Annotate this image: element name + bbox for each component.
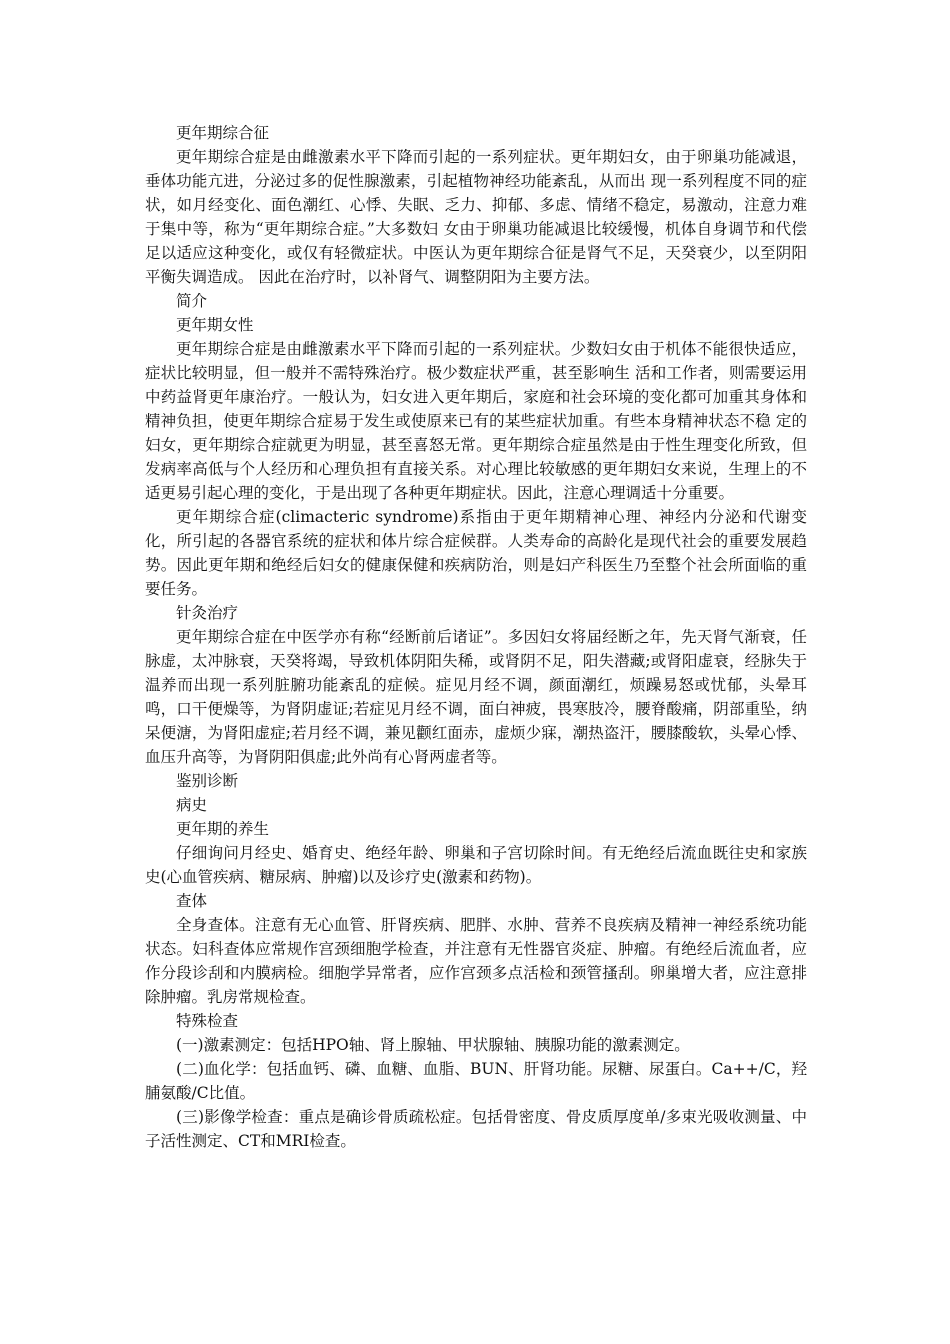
body-paragraph: (二)血化学：包括血钙、磷、血糖、血脂、BUN、肝肾功能。尿糖、尿蛋白。Ca++/C，羟脯氨酸/C比值。 (145, 1060, 807, 1102)
body-paragraph: 更年期综合症是由雌激素水平下降而引起的一系列症状。少数妇女由于机体不能很快适应，症状比较明显，但一般并不需特殊治疗。极少数症状严重，甚至影响生 活和工作者，则需要运用中药益肾更年康治疗。一般认为，妇女进入更年期后，家庭和社会环境的变化都可加重其身体和精神负担，使更年期综合症易于发生或使原来已有的某些症状加重。有些本身精神状态不稳 定的妇女，更年期综合症就更为明显，甚至喜怒无常。更年期综合症虽然是由于性生理变化所致，但发病率高低与个人经历和心理负担有直接关系。对心理比较敏感的更年期妇女来说，生理上的不适更易引起心理的变化，于是出现了各种更年期症状。因此，注意心理调适十分重要。 (145, 340, 807, 502)
body-paragraph: 全身查体。注意有无心血管、肝肾疾病、肥胖、水肿、营养不良疾病及精神一神经系统功能状态。妇科查体应常规作宫颈细胞学检查，并注意有无性器官炎症、肿瘤。有绝经后流血者，应作分段诊刮和内膜病检。细胞学异常者，应作宫颈多点活检和颈管搔刮。卵巢增大者，应注意排除肿瘤。乳房常规检查。 (145, 916, 807, 1006)
section-heading: 更年期综合征 (176, 124, 270, 142)
section-heading: 病史 (176, 796, 208, 814)
section-heading: 查体 (176, 892, 208, 910)
document-body (145, 121, 807, 1153)
body-paragraph: 更年期综合症在中医学亦有称“经断前后诸证”。多因妇女将届经断之年，先天肾气渐衰，任脉虚，太冲脉衰，天癸将竭，导致机体阴阳失稀，或肾阴不足，阳失潜藏;或肾阳虚衰，经脉失于温养而出现一系列脏腑功能紊乱的症候。症见月经不调，颜面潮红，烦躁易怒或忧郁，头晕耳鸣，口干便燥等，为肾阴虚证;若症见月经不调，面白神疲，畏寒肢冷，腰脊酸痛，阴部重坠，纳呆便溏，为肾阳虚症;若月经不调，兼见颧红面赤，虚烦少寐，潮热盗汗，腰膝酸软，头晕心悸、血压升高等，为肾阴阳俱虚;此外尚有心肾两虚者等。 (145, 628, 807, 766)
section-heading: 更年期女性 (176, 316, 254, 334)
body-paragraph: 更年期综合症是由雌激素水平下降而引起的一系列症状。更年期妇女，由于卵巢功能减退，垂体功能亢进，分泌过多的促性腺激素，引起植物神经功能紊乱，从而出 现一系列程度不同的症状，如月经变化、面色潮红、心悸、失眠、乏力、抑郁、多虑、情绪不稳定，易激动，注意力难于集中等，称为“更年期综合症。”大多数妇 女由于卵巢功能减退比较缓慢，机体自身调节和代偿足以适应这种变化，或仅有轻微症状。中医认为更年期综合征是肾气不足，天癸衰少，以至阴阳平衡失调造成。 因此在治疗时，以补肾气、调整阴阳为主要方法。 (145, 148, 807, 286)
body-paragraph: (一)激素测定：包括HPO轴、肾上腺轴、甲状腺轴、胰腺功能的激素测定。 (176, 1036, 690, 1054)
section-heading: 更年期的养生 (176, 820, 270, 838)
section-heading: 简介 (176, 292, 208, 310)
body-paragraph: 更年期综合症(climacteric syndrome)系指由于更年期精神心理、神经内分泌和代谢变化，所引起的各器官系统的症状和体片综合症候群。人类寿命的高龄化是现代社会的重要发展趋势。因此更年期和绝经后妇女的健康保健和疾病防治，则是妇产科医生乃至整个社会所面临的重要任务。 (145, 508, 807, 598)
section-heading: 鉴别诊断 (176, 772, 239, 790)
body-paragraph: 仔细询问月经史、婚育史、绝经年龄、卵巢和子宫切除时间。有无绝经后流血既往史和家族史(心血管疾病、糖尿病、肿瘤)以及诊疗史(激素和药物)。 (145, 844, 807, 886)
body-paragraph: (三)影像学检查：重点是确诊骨质疏松症。包括骨密度、骨皮质厚度单/多束光吸收测量、中子活性测定、CT和MRI检查。 (145, 1108, 807, 1150)
section-heading: 特殊检查 (176, 1012, 239, 1030)
section-heading: 针灸治疗 (176, 604, 239, 622)
